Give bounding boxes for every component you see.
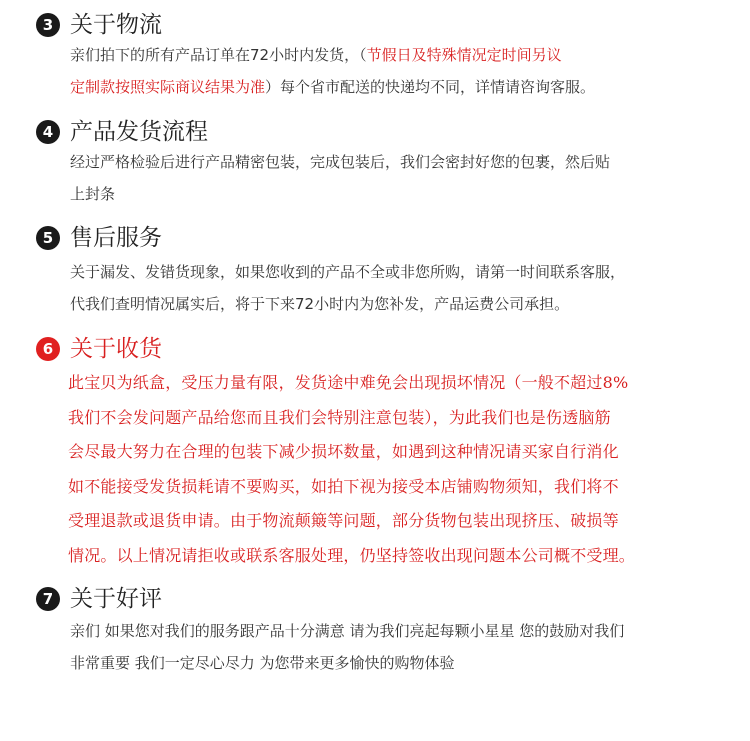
- section-good-review: [0, 583, 750, 672]
- section-number-badge: 5: [36, 226, 60, 250]
- section-heading: [0, 116, 750, 150]
- body-line: 情况。以上情况请拒收或联系客服处理，仍坚持签收出现问题本公司概不受理。: [68, 545, 636, 565]
- section-number-badge: 3: [36, 13, 60, 37]
- body-line: 亲们 如果您对我们的服务跟产品十分满意 请为我们亮起每颗小星星 您的鼓励对我们: [70, 622, 625, 640]
- body-line: 我们不会发问题产品给您而且我们会特别注意包装），为此我们也是伤透脑筋: [68, 407, 611, 427]
- highlight-text: 节假日及特殊情况定时间另议: [366, 46, 562, 64]
- section-heading: [0, 333, 750, 367]
- section-heading: [0, 9, 750, 43]
- body-line: 上封条: [70, 185, 116, 203]
- body-line: [70, 71, 740, 103]
- section-after-sales: [0, 222, 750, 313]
- body-text: 亲们拍下的所有产品订单在72小时内发货，（: [70, 46, 367, 64]
- section-heading: [0, 222, 750, 256]
- section-body: [70, 146, 740, 210]
- body-line: [70, 39, 740, 71]
- section-heading: [0, 583, 750, 617]
- body-line: 关于漏发、发错货现象，如果您收到的产品不全或非您所购，请第一时间联系客服，: [70, 263, 626, 281]
- body-line: 如不能接受发货损耗请不要购买，如拍下视为接受本店铺购物须知，我们将不: [68, 476, 619, 496]
- body-line: 非常重要 我们一定尽心尽力 为您带来更多愉快的购物体验: [70, 654, 455, 672]
- section-shipping-process: [0, 116, 750, 203]
- section-body: [70, 256, 740, 320]
- section-title: 关于好评: [70, 586, 162, 612]
- section-title: 关于物流: [70, 12, 162, 38]
- section-number-badge: 4: [36, 120, 60, 144]
- section-body: [70, 615, 740, 679]
- section-title: 关于收货: [70, 336, 162, 362]
- body-text: ）每个省市配送的快递均不同，详情请咨询客服。: [265, 78, 596, 96]
- body-line: 此宝贝为纸盒，受压力量有限，发货途中难免会出现损坏情况（一般不超过8%: [68, 373, 629, 392]
- section-body: [70, 39, 740, 103]
- body-line: 受理退款或退货申请。由于物流颠簸等问题，部分货物包装出现挤压、破损等: [68, 511, 619, 530]
- body-line: 经过严格检验后进行产品精密包装，完成包装后，我们会密封好您的包裹，然后贴: [70, 153, 611, 171]
- body-line: 代我们查明情况属实后，将于下来72小时内为您补发，产品运费公司承担。: [70, 295, 570, 313]
- section-receiving: [0, 333, 750, 565]
- section-number-badge: 6: [36, 337, 60, 361]
- section-body: [68, 366, 750, 573]
- section-logistics: [0, 9, 750, 96]
- highlight-text: 定制款按照实际商议结果为准: [70, 78, 266, 96]
- section-title: 售后服务: [70, 225, 162, 251]
- section-number-badge: 7: [36, 587, 60, 611]
- body-line: 会尽最大努力在合理的包装下减少损坏数量，如遇到这种情况请买家自行消化: [68, 442, 619, 461]
- section-title: 产品发货流程: [70, 119, 208, 145]
